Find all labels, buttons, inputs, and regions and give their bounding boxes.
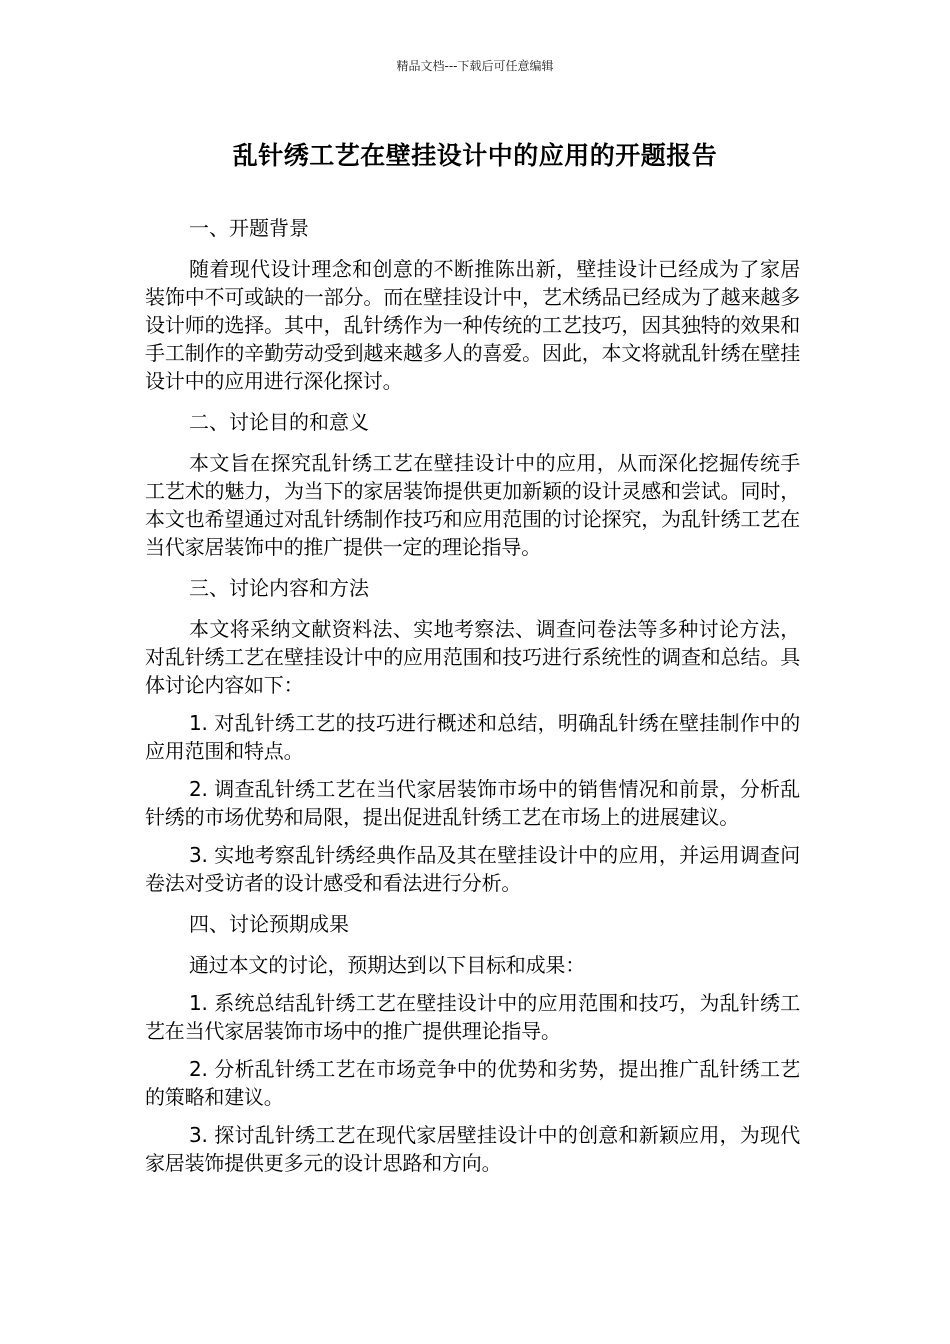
list-item: 2. 调查乱针绣工艺在当代家居装饰市场中的销售情况和前景，分析乱针绣的市场优势和局限，提出促进乱针绣工艺在市场上的进展建议。 — [145, 777, 800, 829]
paragraph: 随着现代设计理念和创意的不断推陈出新，壁挂设计已经成为了家居装饰中不可或缺的一部分。而在壁挂设计中，艺术绣品已经成为了越来越多设计师的选择。其中，乱针绣作为一种传统的工艺技巧，因其独特的效果和手工制作的辛勤劳动受到越来越多人的喜爱。因此，本文将就乱针绣在壁挂设计中的应用进行深化探讨。 — [145, 257, 800, 393]
section-heading: 三、讨论内容和方法 — [189, 576, 369, 600]
section-heading: 一、开题背景 — [189, 216, 309, 240]
section-background — [145, 214, 800, 395]
section-purpose — [145, 408, 800, 561]
list-item: 1. 对乱针绣工艺的技巧进行概述和总结，明确乱针绣在壁挂制作中的应用范围和特点。 — [145, 711, 800, 763]
paragraph: 通过本文的讨论，预期达到以下目标和成果： — [189, 953, 585, 977]
section-content-method — [145, 574, 800, 897]
list-item: 2. 分析乱针绣工艺在市场竞争中的优势和劣势，提出推广乱针绣工艺的策略和建议。 — [145, 1057, 800, 1109]
section-expected-results — [145, 910, 800, 1177]
paragraph: 本文旨在探究乱针绣工艺在壁挂设计中的应用，从而深化挖掘传统手工艺术的魅力，为当下的家居装饰提供更加新颖的设计灵感和尝试。同时，本文也希望通过对乱针绣制作技巧和应用范围的讨论探究，为乱针绣工艺在当代家居装饰中的推广提供一定的理论指导。 — [145, 451, 800, 559]
document-title: 乱针绣工艺在壁挂设计中的应用的开题报告 — [232, 141, 718, 170]
document-body — [145, 214, 800, 1177]
page-header: 精品文档---下载后可任意编辑 — [396, 59, 554, 73]
list-item: 1. 系统总结乱针绣工艺在壁挂设计中的应用范围和技巧，为乱针绣工艺在当代家居装饰市场中的推广提供理论指导。 — [145, 991, 800, 1043]
list-item: 3. 实地考察乱针绣经典作品及其在壁挂设计中的应用，并运用调查问卷法对受访者的设计感受和看法进行分析。 — [145, 843, 800, 895]
paragraph: 本文将采纳文献资料法、实地考察法、调查问卷法等多种讨论方法，对乱针绣工艺在壁挂设计中的应用范围和技巧进行系统性的调查和总结。具体讨论内容如下： — [145, 617, 800, 697]
section-heading: 二、讨论目的和意义 — [189, 410, 369, 434]
list-item: 3. 探讨乱针绣工艺在现代家居壁挂设计中的创意和新颖应用，为现代家居装饰提供更多元的设计思路和方向。 — [145, 1123, 800, 1175]
section-heading: 四、讨论预期成果 — [189, 912, 349, 936]
